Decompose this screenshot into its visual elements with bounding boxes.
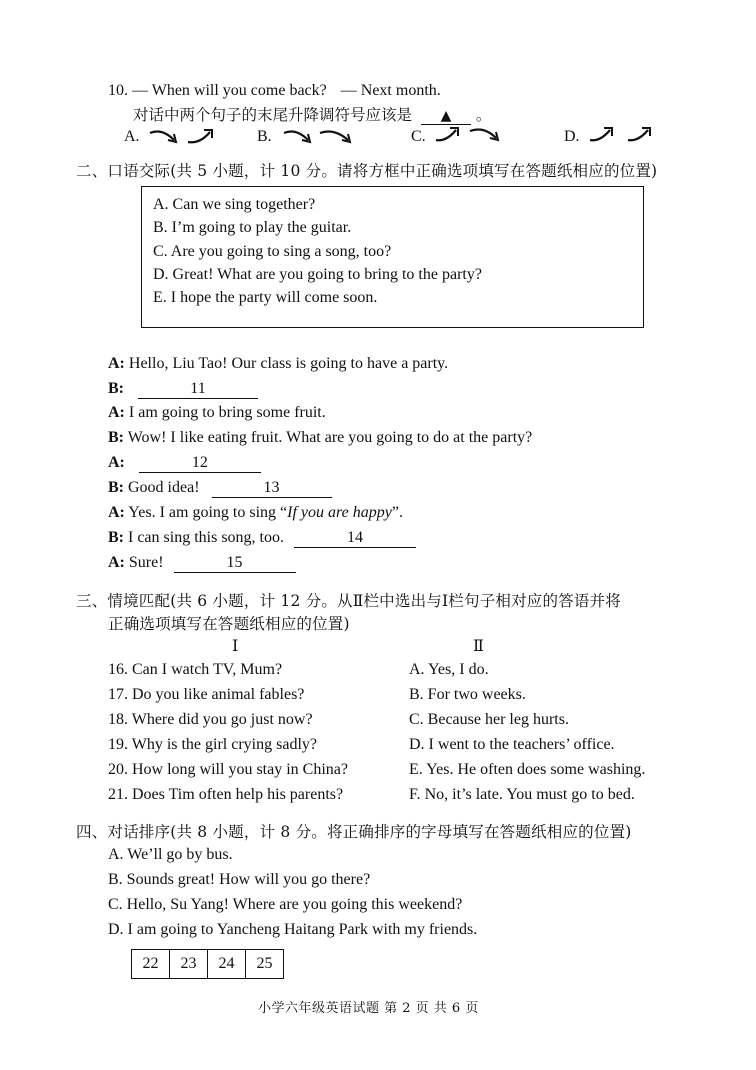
- box-option: D. Great! What are you going to bring to the party?: [153, 266, 482, 283]
- match-question: 18. Where did you go just now?: [108, 711, 313, 728]
- speaker: A:: [108, 355, 125, 372]
- answer-blank: 12: [139, 454, 261, 473]
- dialogue-line: [108, 380, 258, 399]
- box-option: C. Are you going to sing a song, too?: [153, 243, 392, 260]
- dialogue-line: [108, 479, 332, 498]
- section3-heading-line2: 正确选项填写在答题纸相应的位置): [108, 615, 350, 633]
- match-answer: D. I went to the teachers’ office.: [409, 736, 615, 753]
- match-answer: C. Because her leg hurts.: [409, 711, 569, 728]
- down-down-arrows-icon: [280, 124, 360, 148]
- q10-reply: — Next month.: [340, 82, 441, 99]
- order-cell: 25: [246, 950, 284, 979]
- match-question: 20. How long will you stay in China?: [108, 761, 348, 778]
- speaker: A:: [108, 454, 125, 471]
- dialogue-text-end: ”.: [391, 504, 403, 521]
- dialogue-line: [108, 504, 403, 522]
- match-answer: F. No, it’s late. You must go to bed.: [409, 786, 635, 803]
- box-option: B. I’m going to play the guitar.: [153, 219, 352, 236]
- q10-question-text: 10. — When will you come back?: [108, 82, 327, 99]
- dialogue-line: [108, 355, 448, 373]
- order-item: D. I am going to Yancheng Haitang Park with my friends.: [108, 921, 478, 938]
- box-option: E. I hope the party will come soon.: [153, 289, 378, 306]
- speaker: B:: [108, 479, 124, 496]
- q10-option-b: [257, 128, 272, 146]
- section3-heading-line1: 三、情境匹配(共 6 小题，计 12 分。从Ⅱ栏中选出与Ⅰ栏句子相对应的答语并将: [76, 592, 621, 610]
- dialogue-line: [108, 404, 326, 422]
- match-question: 17. Do you like animal fables?: [108, 686, 305, 703]
- option-label: B.: [257, 128, 272, 145]
- up-up-arrows-icon: [586, 122, 662, 146]
- dialogue-line: [108, 429, 532, 447]
- speaker: A:: [108, 504, 125, 521]
- up-down-arrows-icon: [432, 122, 512, 146]
- q10-option-a: [124, 128, 140, 146]
- dialogue-text: Sure!: [128, 554, 164, 571]
- dialogue-text: Hello, Liu Tao! Our class is going to have a party.: [128, 355, 449, 372]
- dialogue-line: [108, 454, 261, 473]
- dialogue-line: [108, 529, 416, 548]
- column-1-header: Ⅰ: [232, 638, 239, 655]
- dialogue-text: Good idea!: [128, 479, 200, 496]
- speaker: B:: [108, 429, 124, 446]
- q10-option-c: [411, 128, 426, 146]
- section4-heading: 四、对话排序(共 8 小题，计 8 分。将正确排序的字母填写在答题纸相应的位置): [76, 823, 632, 841]
- match-question: 19. Why is the girl crying sadly?: [108, 736, 317, 753]
- dialogue-text: I can sing this song, too.: [128, 529, 284, 546]
- match-question: 16. Can I watch TV, Mum?: [108, 661, 283, 678]
- match-answer: A. Yes, I do.: [409, 661, 489, 678]
- dialogue-text: Wow! I like eating fruit. What are you going to do at the party?: [127, 429, 533, 446]
- option-label: A.: [124, 128, 140, 145]
- order-cell: 22: [132, 950, 170, 979]
- order-cell: 24: [208, 950, 246, 979]
- dialogue-text: I am going to bring some fruit.: [128, 404, 326, 421]
- order-answer-table: [131, 949, 284, 979]
- song-title: If you are happy: [287, 504, 392, 521]
- option-label: C.: [411, 128, 426, 145]
- q10-question: [108, 82, 441, 100]
- order-cell: 23: [170, 950, 208, 979]
- speaker: B:: [108, 529, 124, 546]
- match-answer: B. For two weeks.: [409, 686, 526, 703]
- order-item: C. Hello, Su Yang! Where are you going this weekend?: [108, 896, 463, 913]
- answer-marker-icon: ▲: [440, 108, 452, 124]
- match-question: 21. Does Tim often help his parents?: [108, 786, 344, 803]
- q10-end-punct: 。: [475, 106, 492, 124]
- match-answer: E. Yes. He often does some washing.: [409, 761, 646, 778]
- speaker: B:: [108, 380, 124, 397]
- dialogue-line: [108, 554, 296, 573]
- order-item: B. Sounds great! How will you go there?: [108, 871, 371, 888]
- answer-blank: 13: [212, 479, 332, 498]
- answer-blank: 15: [174, 554, 296, 573]
- page-footer: 小学六年级英语试题 第 2 页 共 6 页: [258, 1001, 479, 1016]
- section2-heading: 二、口语交际(共 5 小题，计 10 分。请将方框中正确选项填写在答题纸相应的位置): [76, 162, 658, 180]
- q10-option-d: [564, 128, 580, 146]
- options-box: [141, 186, 644, 328]
- column-2-header: Ⅱ: [473, 638, 484, 655]
- q10-instruction: 对话中两个句子的末尾升降调符号应该是: [133, 106, 413, 124]
- speaker: A:: [108, 404, 125, 421]
- order-item: A. We’ll go by bus.: [108, 846, 233, 863]
- box-option: A. Can we sing together?: [153, 196, 316, 213]
- option-label: D.: [564, 128, 580, 145]
- answer-blank: 11: [138, 380, 258, 399]
- answer-blank: 14: [294, 529, 416, 548]
- down-up-arrows-icon: [146, 124, 222, 148]
- speaker: A:: [108, 554, 125, 571]
- dialogue-text: Yes. I am going to sing “: [128, 504, 288, 521]
